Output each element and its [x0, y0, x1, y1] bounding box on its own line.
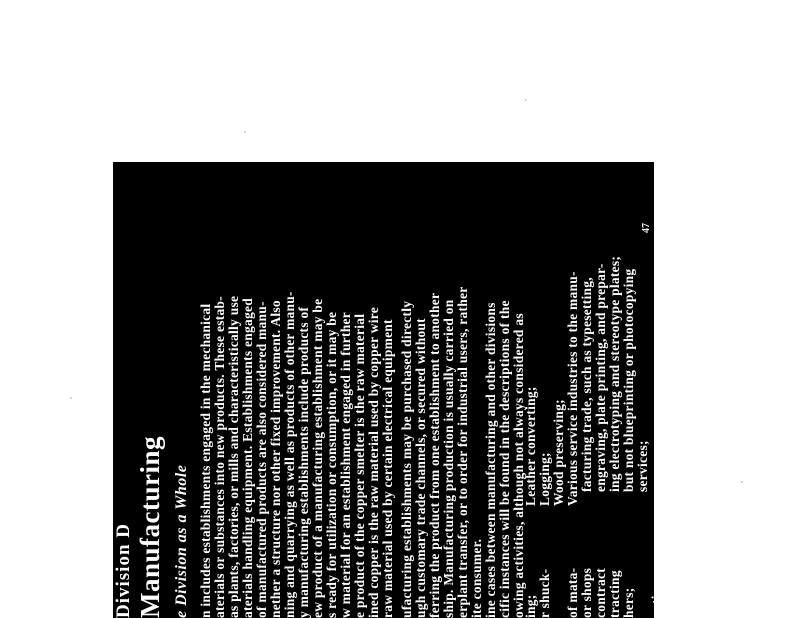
scan-speck — [244, 131, 246, 133]
list-item: but not blueprinting or photocopying — [621, 268, 636, 492]
list-item: ing electrotyping and stereotype plates; — [607, 255, 622, 492]
text-line: ugh customary trade channels, or secured without — [413, 318, 428, 618]
text-line: ined copper is the raw material used by copper wire — [366, 307, 381, 618]
scanned-page — [113, 162, 664, 618]
text-line: raw material used by certain electrical equipment — [380, 319, 395, 618]
text-line: s ready for utilization or consumption, or it may be — [324, 311, 339, 618]
text-line: ferring the product from one establishment to another — [427, 292, 442, 618]
list-item: r shuck- — [537, 568, 552, 618]
list-item: facturing trade, such as typesetting, — [579, 277, 594, 492]
scan-speck — [70, 397, 72, 399]
scan-speck — [741, 481, 743, 483]
text-line: nether a structure nor other fixed improvement. Also — [268, 300, 283, 618]
section-heading: e Division as a Whole — [173, 464, 190, 618]
text-line: ning and quarrying as well as products of other manu- — [282, 291, 297, 618]
list-item: uction; — [649, 575, 664, 618]
list-item: Various service industries to the manu- — [565, 271, 580, 506]
text-line: ew product of a manufacturing establishment may be — [310, 298, 325, 618]
text-line: of manufactured products are also considered manu- — [254, 301, 269, 618]
list-item: hers; — [621, 587, 636, 618]
list-item: Logging; — [537, 452, 552, 506]
page-number: 47 — [641, 223, 652, 233]
text-line: aterials or substances into new products. These estab- — [212, 296, 227, 618]
text-line: ite consumer. — [469, 538, 484, 618]
text-line: y manufacturing establishments include products of — [296, 306, 311, 618]
text-line: owing activities, although not always considered as — [511, 313, 526, 618]
list-item: services; — [635, 440, 650, 492]
list-item: of mata- — [565, 567, 580, 618]
text-line: ship. Manufacturing production is usually carried on — [441, 299, 456, 618]
rotated-page-content — [113, 162, 664, 618]
text-line: aterials handling equipment. Establishments engaged — [240, 298, 255, 618]
text-line: w material for an establishment engaged in further — [338, 312, 353, 618]
page-title: Manufacturing — [135, 436, 165, 618]
list-item: Wood preserving; — [551, 399, 566, 506]
text-line: ine cases between manufacturing and other divisions — [483, 302, 498, 618]
text-line: n includes establishments engaged in the mechanical — [198, 303, 213, 618]
text-line: ufacturing establishments may be purchased directly — [399, 300, 414, 618]
list-item: engraving, plate printing, and prepar- — [593, 263, 608, 492]
text-line: as plants, factories, or mills and characteristically use — [226, 295, 241, 618]
scan-speck — [525, 99, 527, 101]
list-item: or shops — [579, 567, 594, 618]
list-item: tracting — [607, 570, 622, 618]
list-item: ing; — [523, 594, 538, 618]
text-line: cific instances will be found in the descriptions of the — [497, 300, 512, 618]
text-line: erplant transfer, or to order for industrial users, rather — [455, 286, 470, 618]
division-label: Division D — [113, 523, 134, 618]
text-line: e product of the copper smelter is the raw material — [352, 313, 367, 618]
list-item: contract — [593, 568, 608, 618]
list-item: Leather converting; — [523, 386, 538, 506]
